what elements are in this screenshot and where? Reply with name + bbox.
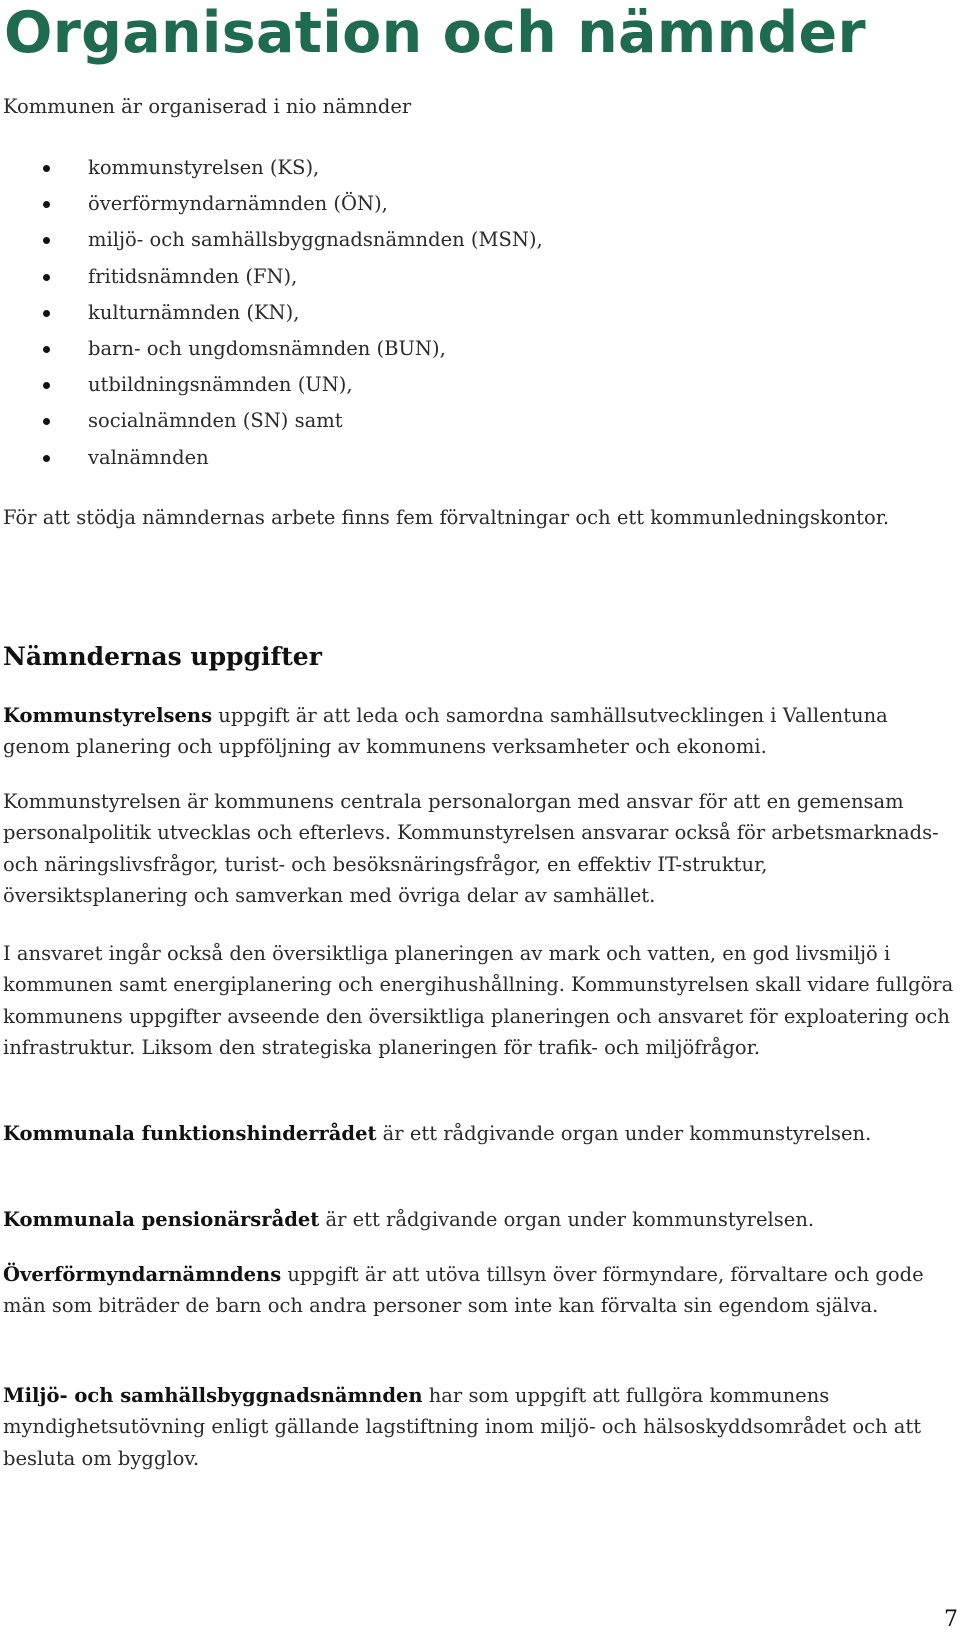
paragraph-funktionshinderradet: Kommunala funktionshinderrådet är ett rådgivande organ under kommunstyrelsen. xyxy=(3,1122,872,1145)
paragraph-ansvaret: I ansvaret ingår också den översiktliga planeringen av mark och vatten, en god livsmiljö i kommunen samt energiplanering och energihushållning. Kommunstyrelsen skall vidare fullgöra kommunens uppgifter avseende den översiktliga planeringen och ansvaret för exploatering och infrastruktur. Liksom den strategiska planeringen för trafik- och miljöfrågor. xyxy=(3,942,954,1059)
paragraph-kommunstyrelsen: Kommunstyrelsens uppgift är att leda och samordna samhällsutvecklingen i Vallentuna genom planering och uppföljning av kommunens verksamheter och ekonomi. xyxy=(3,704,888,759)
paragraph-personalorgan: Kommunstyrelsen är kommunens centrala personalorgan med ansvar för att en gemensam personalpolitik utvecklas och efterlevs. Kommunstyrelsen ansvarar också för arbetsmarknads- och näringslivsfrågor, turist- och besöksnäringsfrågor, en effektiv IT-struktur, översiktsplanering och samverkan med övriga delar av samhället. xyxy=(3,790,939,907)
paragraph-pensionarsradet: Kommunala pensionärsrådet är ett rådgivande organ under kommunstyrelsen. xyxy=(3,1208,815,1231)
paragraph-msn: Miljö- och samhällsbyggnadsnämnden har som uppgift att fullgöra kommunens myndighetsutövning enligt gällande lagstiftning inom miljö- och hälsoskyddsområdet och att besluta om bygglov. xyxy=(3,1384,922,1470)
list-item: utbildningsnämnden (UN), xyxy=(0,367,543,403)
bullet-icon xyxy=(43,165,50,172)
boards-list xyxy=(0,150,543,476)
bullet-icon xyxy=(43,310,50,317)
bullet-icon xyxy=(43,418,50,425)
list-item: kommunstyrelsen (KS), xyxy=(0,150,543,186)
list-item: fritidsnämnden (FN), xyxy=(0,259,543,295)
paragraph-overformyndarnamnden: Överförmyndarnämndens uppgift är att utöva tillsyn över förmyndare, förvaltare och gode män som biträder de barn och andra personer som inte kan förvalta sin egendom själva. xyxy=(3,1263,924,1318)
paragraph-lead: Kommunala pensionärsrådet xyxy=(3,1208,320,1231)
bullet-icon xyxy=(43,274,50,281)
bullet-icon xyxy=(43,201,50,208)
paragraph-lead: Överförmyndarnämndens xyxy=(3,1263,282,1286)
bullet-icon xyxy=(43,237,50,244)
section-heading: Nämndernas uppgifter xyxy=(3,642,322,671)
paragraph-lead: Miljö- och samhällsbyggnadsnämnden xyxy=(3,1384,423,1407)
page-number: 7 xyxy=(944,1607,958,1632)
list-item: miljö- och samhällsbyggnadsnämnden (MSN), xyxy=(0,222,543,258)
bullet-icon xyxy=(43,382,50,389)
paragraph-lead: Kommunstyrelsens xyxy=(3,704,213,727)
page-title: Organisation och nämnder xyxy=(4,0,866,66)
list-item: valnämnden xyxy=(0,440,543,476)
list-item: överförmyndarnämnden (ÖN), xyxy=(0,186,543,222)
paragraph-lead: Kommunala funktionshinderrådet xyxy=(3,1122,377,1145)
list-item: socialnämnden (SN) samt xyxy=(0,403,543,439)
intro-text: Kommunen är organiserad i nio nämnder xyxy=(3,95,412,118)
bullet-icon xyxy=(43,346,50,353)
list-item: barn- och ungdomsnämnden (BUN), xyxy=(0,331,543,367)
bullet-icon xyxy=(43,455,50,462)
support-text: För att stödja nämndernas arbete finns fem förvaltningar och ett kommunledningskontor. xyxy=(3,506,890,529)
list-item: kulturnämnden (KN), xyxy=(0,295,543,331)
